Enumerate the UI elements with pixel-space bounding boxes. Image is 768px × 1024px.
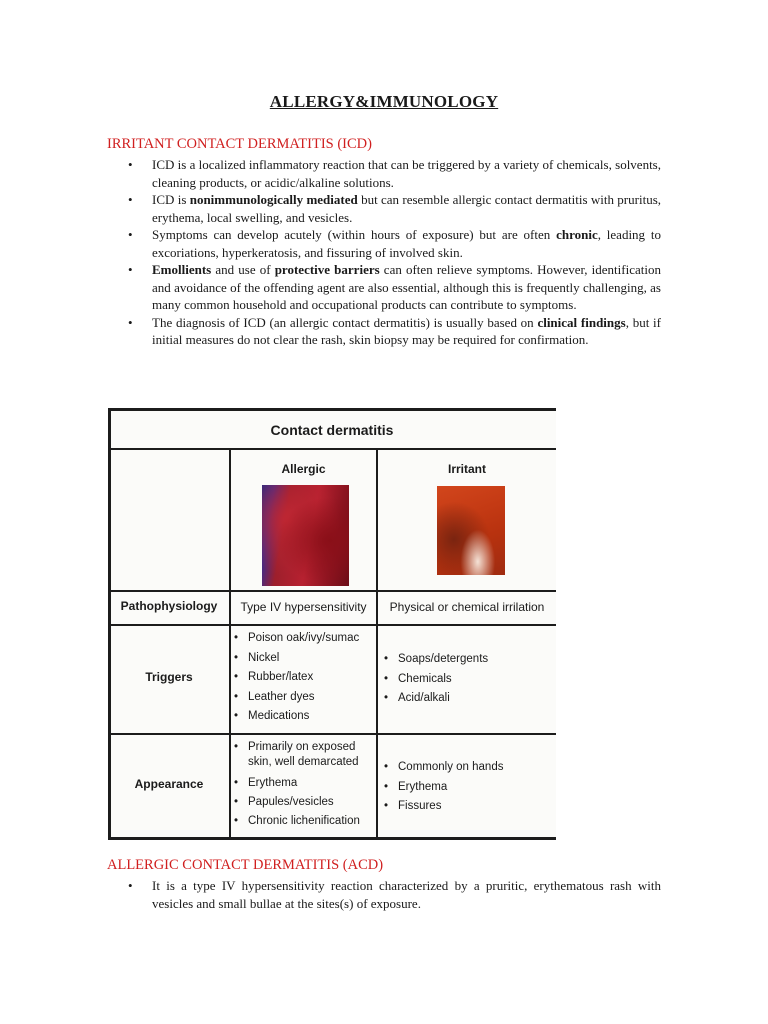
table-divider bbox=[108, 733, 556, 735]
row-header-pathophysiology: Pathophysiology bbox=[120, 599, 218, 613]
icd-bullet-list bbox=[107, 156, 661, 349]
row-header-triggers: Triggers bbox=[145, 670, 193, 684]
triggers-irritant-list bbox=[383, 650, 553, 709]
table-divider bbox=[108, 624, 556, 626]
appearance-irritant-list bbox=[383, 758, 553, 817]
list-item: • Nickel bbox=[233, 649, 375, 669]
page-title: ALLERGY&IMMUNOLOGY bbox=[269, 92, 499, 111]
column-header-allergic: Allergic bbox=[281, 462, 326, 476]
list-item: • ICD is nonimmunologically mediated but can resemble allergic contact dermatitis with pruritus, erythema, local swelling, and vesicles. bbox=[107, 191, 661, 226]
list-item: • Chemicals bbox=[383, 670, 553, 690]
figure-title: Contact dermatitis bbox=[270, 422, 394, 438]
list-item: • Medications bbox=[233, 707, 375, 727]
list-item: • Acid/alkali bbox=[383, 689, 553, 709]
list-item: • Symptoms can develop acutely (within hours of exposure) but are often chronic, leading to excoriations, hyperkeratosis, and fissuring of involved skin. bbox=[107, 226, 661, 261]
allergic-dermatitis-photo bbox=[262, 485, 349, 586]
list-item: • Erythema bbox=[233, 774, 375, 793]
list-item: • It is a type IV hypersensitivity reaction characterized by a pruritic, erythematous rash with vesicles and small bullae at the sites(s) of exposure. bbox=[107, 877, 661, 912]
list-item: • Commonly on hands bbox=[383, 758, 553, 778]
list-item: • Soaps/detergents bbox=[383, 650, 553, 670]
table-border-top bbox=[108, 408, 556, 411]
irritant-dermatitis-photo bbox=[437, 486, 505, 575]
list-item: • Chronic lichenification bbox=[233, 812, 375, 831]
table-divider bbox=[108, 448, 556, 450]
icd-heading: IRRITANT CONTACT DERMATITIS (ICD) bbox=[107, 136, 372, 152]
pathophysiology-allergic: Type IV hypersensitivity bbox=[240, 600, 367, 614]
column-header-irritant: Irritant bbox=[447, 462, 486, 476]
list-item: • Rubber/latex bbox=[233, 668, 375, 688]
list-item: • Papules/vesicles bbox=[233, 793, 375, 812]
pathophysiology-irritant: Physical or chemical irrilation bbox=[389, 600, 545, 614]
acd-bullet-list bbox=[107, 877, 661, 912]
list-item: • Leather dyes bbox=[233, 688, 375, 708]
table-divider bbox=[108, 590, 556, 592]
triggers-allergic-list bbox=[233, 629, 375, 727]
table-column-divider bbox=[376, 449, 378, 839]
appearance-allergic-list bbox=[233, 740, 375, 831]
list-item: • Fissures bbox=[383, 797, 553, 817]
list-item: • Emollients and use of protective barriers can often relieve symptoms. However, identification and avoidance of the offending agent are also essential, although this is frequently challenging, as many common household and occupational products can contribute to symptoms. bbox=[107, 261, 661, 314]
table-border-bottom bbox=[108, 837, 556, 840]
acd-heading: ALLERGIC CONTACT DERMATITIS (ACD) bbox=[107, 857, 384, 873]
list-item: • Poison oak/ivy/sumac bbox=[233, 629, 375, 649]
list-item: • Primarily on exposed skin, well demarcated bbox=[233, 740, 375, 774]
list-item: • ICD is a localized inflammatory reaction that can be triggered by a variety of chemicals, solvents, cleaning products, or acidic/alkaline solutions. bbox=[107, 156, 661, 191]
list-item: • Erythema bbox=[383, 778, 553, 798]
list-item: • The diagnosis of ICD (an allergic contact dermatitis) is usually based on clinical findings, but if initial measures do not clear the rash, skin biopsy may be required for confirmation. bbox=[107, 314, 661, 349]
contact-dermatitis-table bbox=[108, 408, 556, 840]
row-header-appearance: Appearance bbox=[134, 777, 204, 791]
